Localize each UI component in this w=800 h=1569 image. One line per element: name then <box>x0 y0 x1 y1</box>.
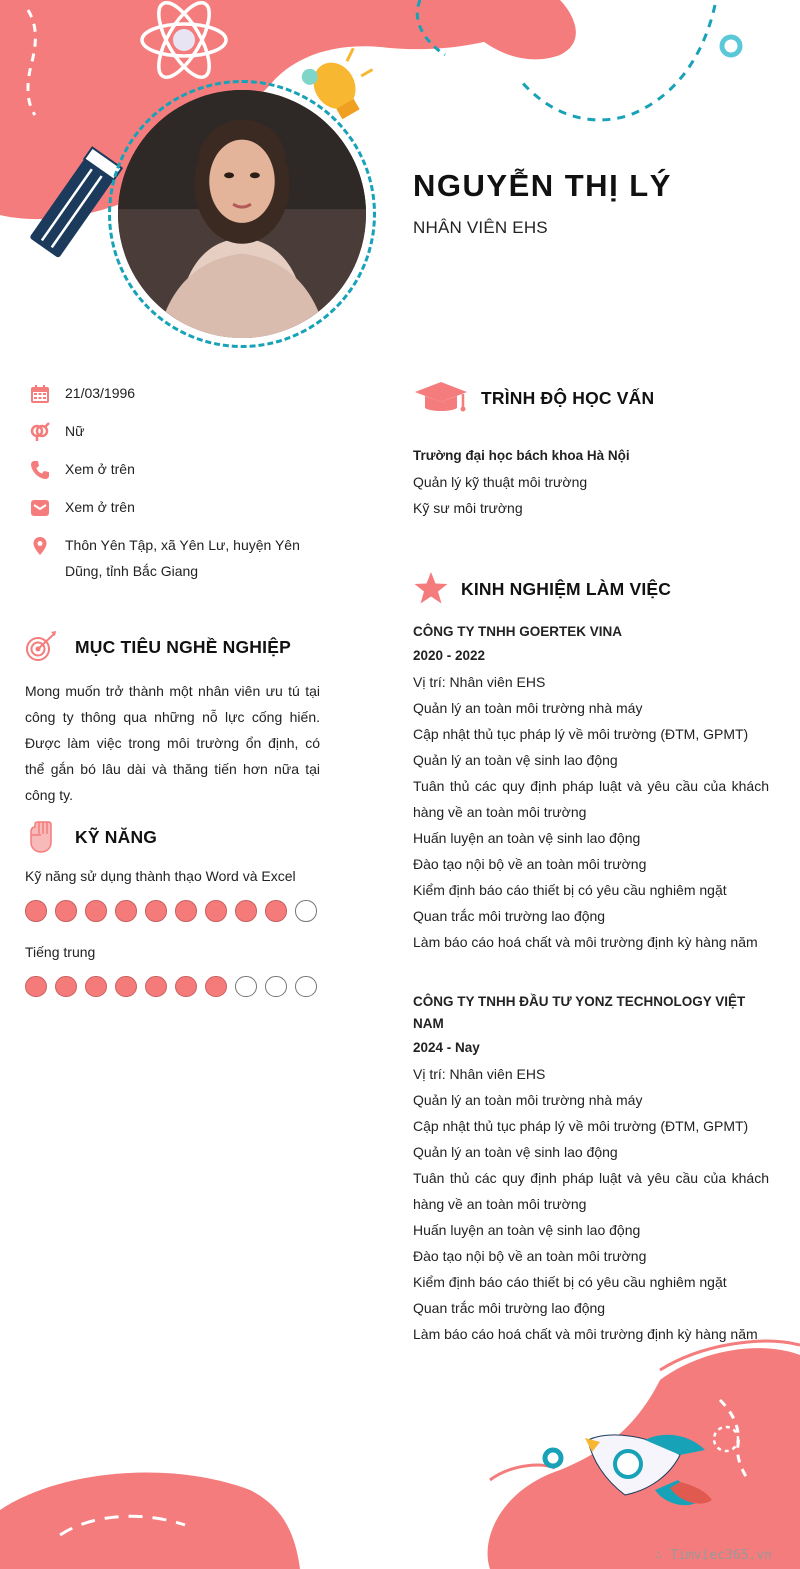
rating-dot-filled <box>85 976 107 998</box>
job-detail-line: Huấn luyện an toàn vệ sinh lao động <box>413 830 641 846</box>
job-detail-line: Làm báo cáo hoá chất và môi trường định kỳ hàng năm <box>413 1326 758 1342</box>
phone-icon <box>30 460 50 480</box>
rating-dot-filled <box>55 976 77 998</box>
job-detail-line: Đào tạo nội bộ về an toàn môi trường <box>413 1248 647 1264</box>
skills-heading <box>25 818 320 858</box>
objective-text: Mong muốn trở thành một nhân viên ưu tú tại công ty thông qua những nỗ lực cống hiến. Được làm việc trong môi trường ổn định, có thể gắn bó lâu dài và thăng tiến hơn nữa tại công ty. <box>25 683 320 803</box>
job-detail-line: Tuân thủ các quy định pháp luật và yêu cầu của khách hàng về an toàn môi trường <box>413 1170 769 1212</box>
job-detail-line: Quan trắc môi trường lao động <box>413 1300 606 1316</box>
job-detail-line: Tuân thủ các quy định pháp luật và yêu cầu của khách hàng về an toàn môi trường <box>413 778 769 820</box>
skill-item <box>25 866 320 922</box>
left-column <box>25 380 320 997</box>
address-text: Thôn Yên Tập, xã Yên Lư, huyện Yên Dũng, tỉnh Bắc Giang <box>65 537 300 579</box>
rating-dot-empty <box>295 976 317 998</box>
location-pin-icon <box>30 536 50 556</box>
education-school: Trường đại học bách khoa Hà Nội <box>413 448 630 463</box>
candidate-name: NGUYỄN THỊ LÝ <box>413 168 672 203</box>
job-period: 2024 - Nay <box>413 1040 480 1055</box>
job-entry <box>413 621 769 955</box>
job-detail-line: Vị trí: Nhân viên EHS <box>413 1066 546 1082</box>
skills-list <box>25 866 320 997</box>
objective-title: MỤC TIÊU NGHỀ NGHIỆP <box>75 637 291 657</box>
skill-rating <box>25 900 320 922</box>
contact-gender <box>25 418 320 444</box>
skill-rating <box>25 976 320 998</box>
job-detail-line: Quản lý an toàn môi trường nhà máy <box>413 700 643 716</box>
birthdate-text: 21/03/1996 <box>65 385 136 401</box>
rating-dot-empty <box>235 976 257 998</box>
job-company: CÔNG TY TNHH ĐẦU TƯ YONZ TECHNOLOGY VIỆT NAM <box>413 994 746 1031</box>
phone-text: Xem ở trên <box>65 461 135 477</box>
experience-list <box>413 621 769 1347</box>
job-detail-line: Cập nhật thủ tục pháp lý về môi trường (ĐTM, GPMT) <box>413 1118 749 1134</box>
job-detail-line: Quản lý an toàn vệ sinh lao động <box>413 752 618 768</box>
rating-dot-empty <box>265 976 287 998</box>
calendar-icon <box>30 384 50 404</box>
rating-dot-filled <box>25 976 47 998</box>
rating-dot-filled <box>115 976 137 998</box>
email-icon <box>30 498 50 518</box>
target-icon <box>25 630 59 664</box>
rating-dot-filled <box>145 976 167 998</box>
objective-heading <box>25 628 320 668</box>
job-period: 2020 - 2022 <box>413 648 486 663</box>
rating-dot-filled <box>235 900 257 922</box>
contact-birthdate <box>25 380 320 406</box>
job-detail-line: Quản lý an toàn vệ sinh lao động <box>413 1144 618 1160</box>
rating-dot-filled <box>145 900 167 922</box>
skills-title: KỸ NĂNG <box>75 827 158 847</box>
job-detail-line: Kiểm định báo cáo thiết bị có yêu cầu nghiêm ngặt <box>413 882 727 898</box>
education-heading <box>413 378 769 418</box>
job-detail-line: Quan trắc môi trường lao động <box>413 908 606 924</box>
job-detail-line: Làm báo cáo hoá chất và môi trường định kỳ hàng năm <box>413 934 758 950</box>
rating-dot-filled <box>175 976 197 998</box>
job-detail-line: Huấn luyện an toàn vệ sinh lao động <box>413 1222 641 1238</box>
contact-phone <box>25 456 320 482</box>
gender-icon <box>30 422 50 442</box>
gender-text: Nữ <box>65 423 85 439</box>
candidate-position: NHÂN VIÊN EHS <box>413 218 548 237</box>
rating-dot-filled <box>55 900 77 922</box>
job-entry <box>413 991 769 1347</box>
experience-title: KINH NGHIỆM LÀM VIỆC <box>461 579 672 599</box>
rating-dot-filled <box>265 900 287 922</box>
rating-dot-filled <box>205 976 227 998</box>
rating-dot-filled <box>115 900 137 922</box>
rating-dot-empty <box>295 900 317 922</box>
site-watermark: ∴ Timviec365.vn <box>654 1548 772 1563</box>
rating-dot-filled <box>205 900 227 922</box>
job-detail-line: Cập nhật thủ tục pháp lý về môi trường (ĐTM, GPMT) <box>413 726 749 742</box>
job-company: CÔNG TY TNHH GOERTEK VINA <box>413 624 623 639</box>
education-line: Kỹ sư môi trường <box>413 500 523 516</box>
skill-name: Tiếng trung <box>25 943 96 960</box>
avatar-frame <box>108 80 376 348</box>
skill-name: Kỹ năng sử dụng thành thạo Word và Excel <box>25 868 296 884</box>
job-detail-line: Đào tạo nội bộ về an toàn môi trường <box>413 856 647 872</box>
education-block <box>413 443 769 521</box>
bottom-decoration <box>0 1330 800 1569</box>
rating-dot-filled <box>85 900 107 922</box>
avatar <box>118 90 366 338</box>
education-line: Quản lý kỹ thuật môi trường <box>413 474 588 490</box>
job-detail-line: Kiểm định báo cáo thiết bị có yêu cầu nghiêm ngặt <box>413 1274 727 1290</box>
right-column <box>413 378 769 1347</box>
contact-address <box>25 532 320 584</box>
star-icon <box>413 569 449 609</box>
experience-heading <box>413 569 769 609</box>
raised-fist-icon <box>25 820 59 854</box>
email-text: Xem ở trên <box>65 499 135 515</box>
education-title: TRÌNH ĐỘ HỌC VẤN <box>481 388 655 408</box>
rating-dot-filled <box>175 900 197 922</box>
graduation-cap-icon <box>413 378 469 418</box>
skill-item <box>25 942 320 998</box>
contact-email <box>25 494 320 520</box>
profile-photo <box>118 90 366 338</box>
job-detail-line: Vị trí: Nhân viên EHS <box>413 674 546 690</box>
job-detail-line: Quản lý an toàn môi trường nhà máy <box>413 1092 643 1108</box>
rating-dot-filled <box>25 900 47 922</box>
